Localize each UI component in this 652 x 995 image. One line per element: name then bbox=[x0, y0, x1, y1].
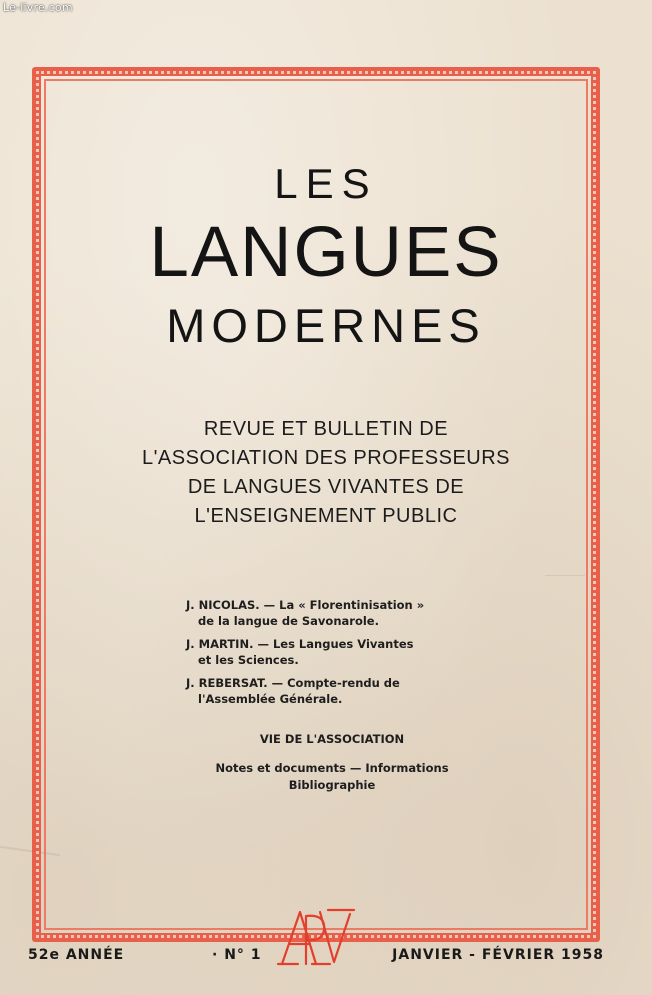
association-heading: VIE DE L'ASSOCIATION bbox=[259, 732, 405, 746]
article-line: J. MARTIN. — Les Langues Vivantes bbox=[186, 637, 414, 651]
footer-date: JANVIER - FÉVRIER 1958 bbox=[392, 947, 604, 963]
article-entry bbox=[186, 675, 458, 707]
article-line: J. REBERSAT. — Compte-rendu de bbox=[186, 676, 400, 690]
article-line: l'Assemblée Générale. bbox=[198, 692, 343, 706]
notes-line: Notes et documents — Informations bbox=[215, 761, 449, 775]
article-line: de la langue de Savonarole. bbox=[198, 614, 379, 628]
article-line: J. NICOLAS. — La « Florentinisation » bbox=[186, 598, 425, 612]
notes-line: Bibliographie bbox=[288, 778, 376, 792]
article-line: et les Sciences. bbox=[198, 653, 299, 667]
subtitle-block bbox=[0, 415, 652, 531]
article-entry bbox=[186, 597, 458, 629]
footer-numero: · N° 1 bbox=[212, 947, 262, 963]
footer-bar bbox=[28, 947, 608, 973]
subtitle-line: REVUE ET BULLETIN DE bbox=[203, 418, 449, 440]
title-les: LES bbox=[274, 160, 378, 207]
watermark: Le-livre.com bbox=[3, 1, 73, 14]
footer-annee: 52e ANNÉE bbox=[28, 947, 125, 963]
article-entry bbox=[186, 636, 458, 668]
title-modernes: MODERNES bbox=[166, 299, 486, 352]
subtitle-line: L'ENSEIGNEMENT PUBLIC bbox=[194, 505, 458, 527]
subtitle-line: DE LANGUES VIVANTES DE bbox=[187, 476, 465, 498]
subtitle-line: L'ASSOCIATION DES PROFESSEURS bbox=[141, 447, 511, 469]
title-langues: LANGUES bbox=[149, 213, 503, 292]
notes-block bbox=[0, 760, 652, 794]
table-of-contents bbox=[186, 597, 458, 714]
